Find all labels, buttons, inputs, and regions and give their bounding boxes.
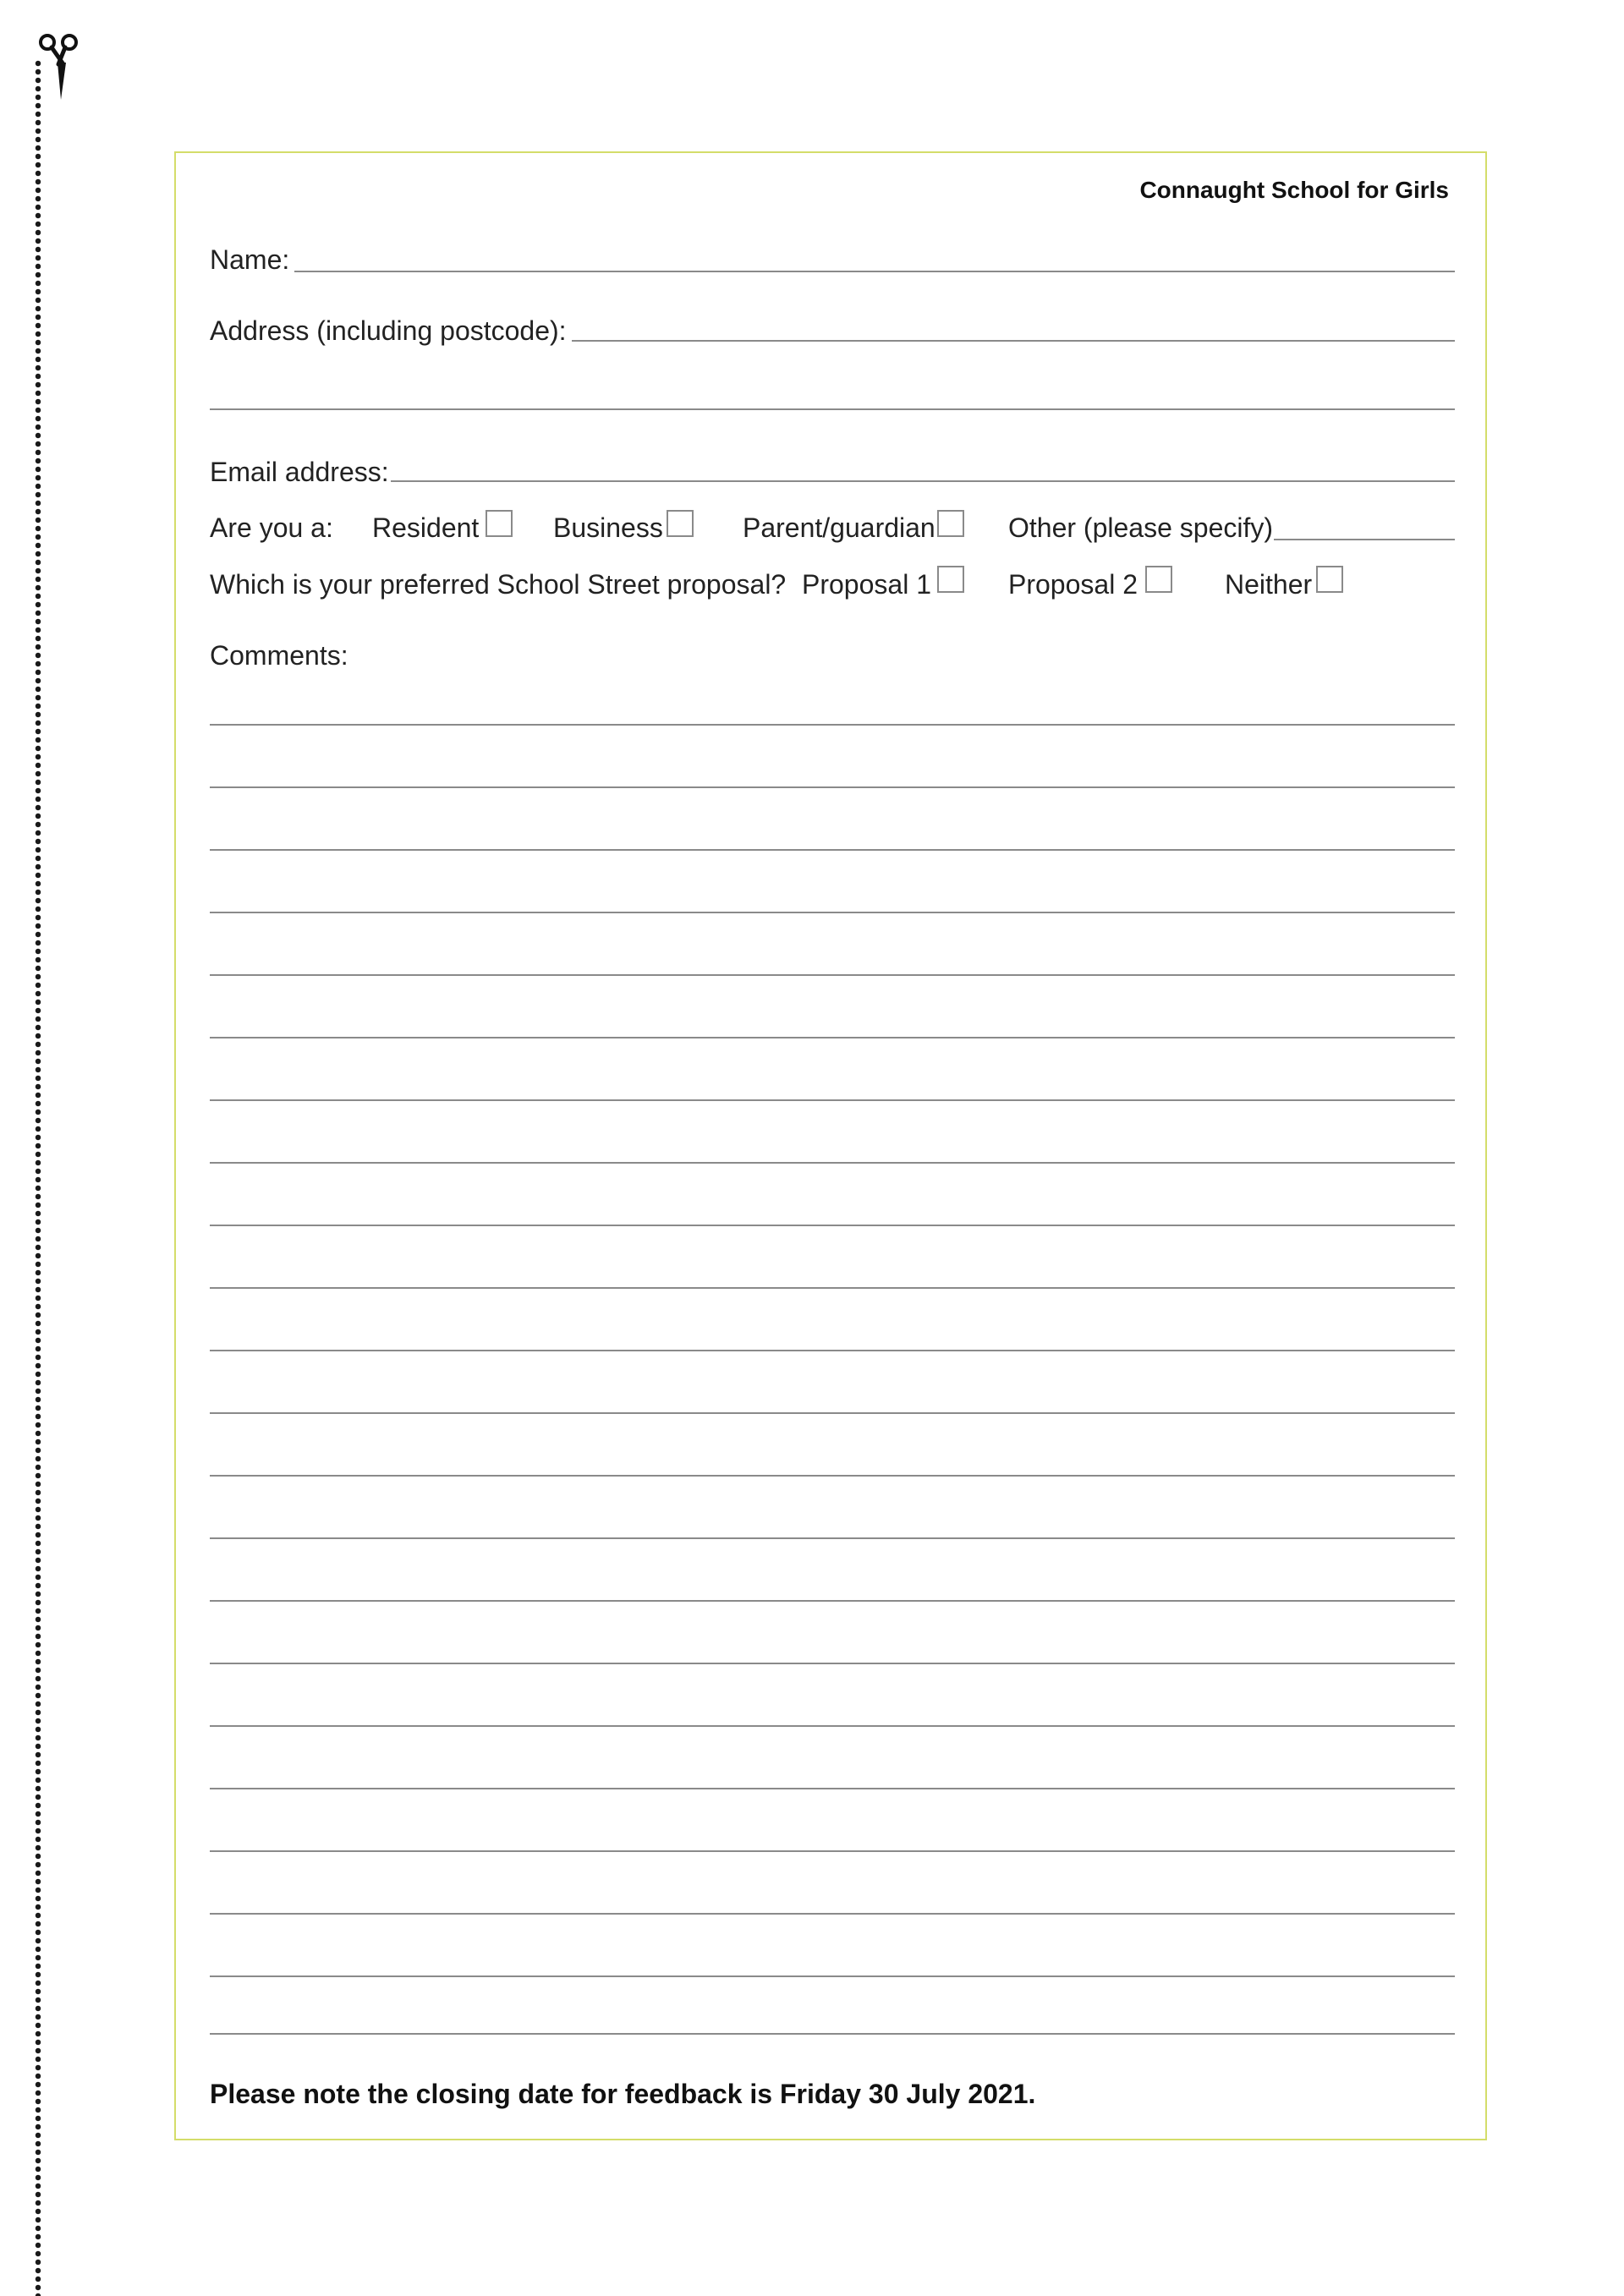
proposal-1-checkbox[interactable] <box>937 566 964 593</box>
comment-line[interactable] <box>210 1975 1455 1977</box>
name-label: Name: <box>210 244 290 275</box>
dotted-cut-line <box>35 59 41 2296</box>
resident-checkbox[interactable] <box>486 510 513 537</box>
address-label: Address (including postcode): <box>210 315 567 346</box>
option-parent-guardian-label: Parent/guardian <box>743 512 935 543</box>
email-field[interactable] <box>391 480 1455 482</box>
feedback-form <box>174 151 1487 2140</box>
comments-label: Comments: <box>210 640 348 671</box>
email-label: Email address: <box>210 457 389 487</box>
option-other-label: Other (please specify) <box>1008 512 1274 543</box>
other-specify-field[interactable] <box>1274 539 1455 540</box>
scissors-icon <box>36 30 93 101</box>
comment-line[interactable] <box>210 1663 1455 1664</box>
comment-line[interactable] <box>210 1913 1455 1915</box>
comment-line[interactable] <box>210 1850 1455 1852</box>
option-proposal-2-label: Proposal 2 <box>1008 569 1138 600</box>
comment-line[interactable] <box>210 1162 1455 1164</box>
name-field[interactable] <box>294 271 1455 272</box>
comment-line[interactable] <box>210 1600 1455 1602</box>
address-field-line-2[interactable] <box>210 408 1455 410</box>
comment-line[interactable] <box>210 1537 1455 1539</box>
comment-line[interactable] <box>210 1287 1455 1289</box>
respondent-type-question: Are you a: <box>210 512 333 543</box>
comment-line[interactable] <box>210 1788 1455 1789</box>
proposal-2-checkbox[interactable] <box>1145 566 1172 593</box>
comment-line[interactable] <box>210 1350 1455 1351</box>
option-proposal-1-label: Proposal 1 <box>802 569 931 600</box>
proposal-question: Which is your preferred School Street proposal? <box>210 569 787 600</box>
option-resident-label: Resident <box>372 512 480 543</box>
comment-line[interactable] <box>210 1037 1455 1038</box>
comment-line[interactable] <box>210 974 1455 976</box>
business-checkbox[interactable] <box>667 510 694 537</box>
comment-line[interactable] <box>210 1225 1455 1226</box>
comment-line[interactable] <box>210 1475 1455 1477</box>
comment-line[interactable] <box>210 1412 1455 1414</box>
closing-date-note: Please note the closing date for feedback is Friday 30 July 2021. <box>210 2079 1036 2109</box>
comment-line[interactable] <box>210 724 1455 726</box>
option-neither-label: Neither <box>1225 569 1313 600</box>
address-field-line-1[interactable] <box>572 340 1455 342</box>
comment-line[interactable] <box>210 1725 1455 1727</box>
comment-line[interactable] <box>210 912 1455 913</box>
neither-checkbox[interactable] <box>1316 566 1343 593</box>
school-name: Connaught School for Girls <box>1139 177 1449 203</box>
comment-line[interactable] <box>210 849 1455 851</box>
comment-line[interactable] <box>210 1099 1455 1101</box>
comment-line[interactable] <box>210 786 1455 788</box>
option-business-label: Business <box>553 512 663 543</box>
parent-guardian-checkbox[interactable] <box>937 510 964 537</box>
comment-line[interactable] <box>210 2033 1455 2035</box>
